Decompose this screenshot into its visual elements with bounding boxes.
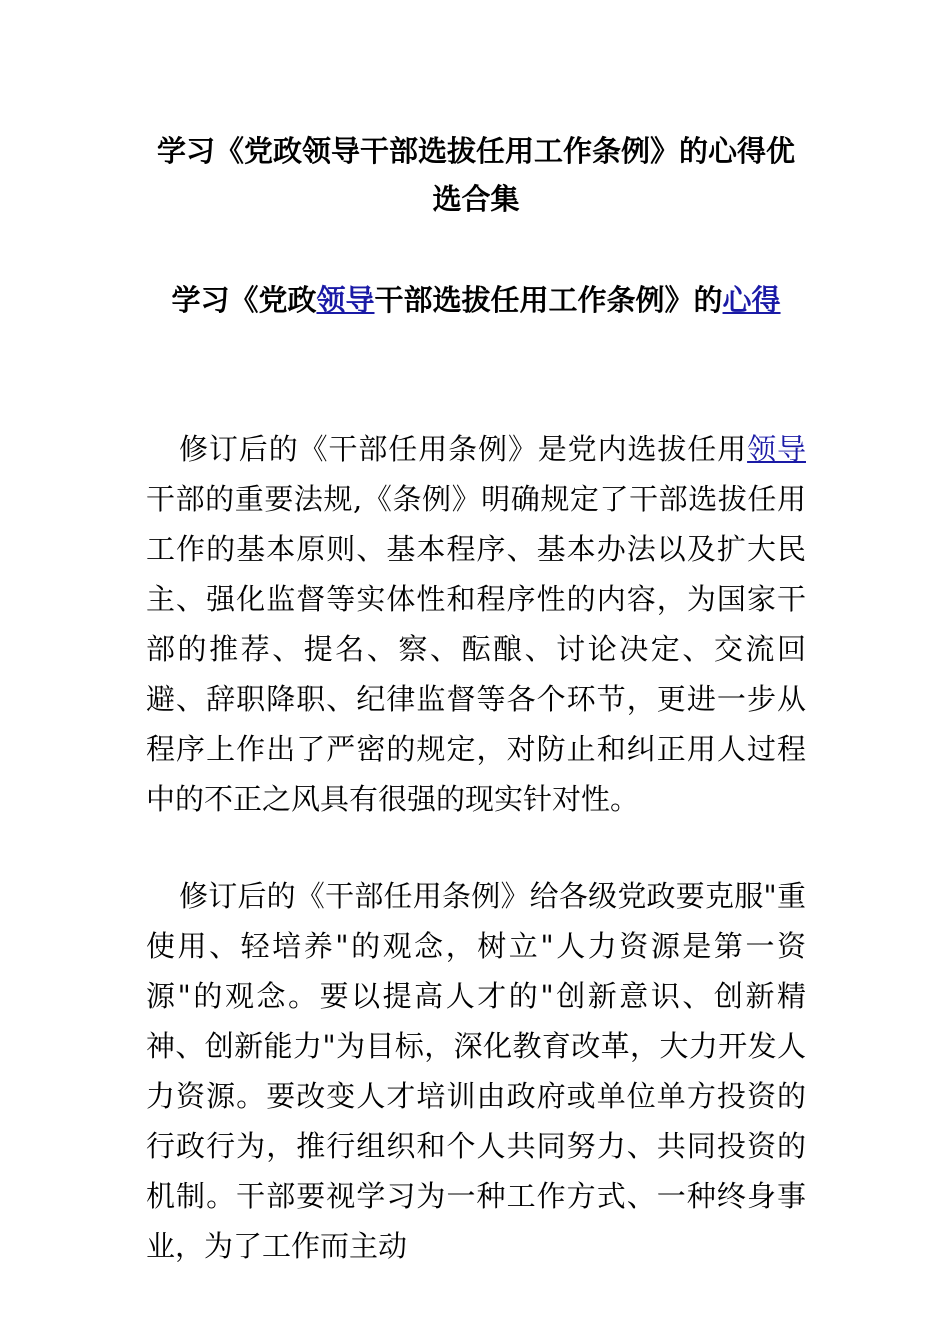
paragraph-1-link-leadership[interactable]: 领导 [747, 432, 806, 466]
document-title: 学习《党政领导干部选拔任用工作条例》的心得优选合集 [156, 134, 795, 216]
subtitle-link-leadership[interactable]: 领导 [316, 283, 375, 317]
paragraph-1-text-end: 干部的重要法规,《条例》明确规定了干部选拔任用工作的基本原则、基本程序、基本办法以及扩大民主、强化监督等实体性和程序性的内容，为国家干部的推荐、提名、察、酝酿、讨论决定、交流回避、辞职降职、纪律监督等各个环节，更进一步从程序上作出了严密的规定，对防止和纠正用人过程中的不正之风具有很强的现实针对性。 [146, 482, 806, 816]
subtitle-link-insights[interactable]: 心得 [722, 283, 781, 317]
body-paragraph-2: 修订后的《干部任用条例》给各级党政要克服"重使用、轻培养"的观念，树立"人力资源是第一资源"的观念。要以提高人才的"创新意识、创新精神、创新能力"为目标，深化教育改革，大力开发人力资源。要改变人才培训由政府或单位单方投资的行政行为，推行组织和个人共同努力、共同投资的机制。干部要视学习为一种工作方式、一种终身事业，为了工作而主动 [146, 879, 806, 1263]
body-paragraph-1 [146, 424, 806, 824]
subtitle-text-start: 学习《党政 [171, 283, 317, 317]
subtitle-text-middle: 干部选拔任用工作条例》的 [374, 283, 723, 317]
document-subtitle [146, 276, 806, 324]
paragraph-1-text-start: 修订后的《干部任用条例》是党内选拔任用 [179, 432, 748, 466]
